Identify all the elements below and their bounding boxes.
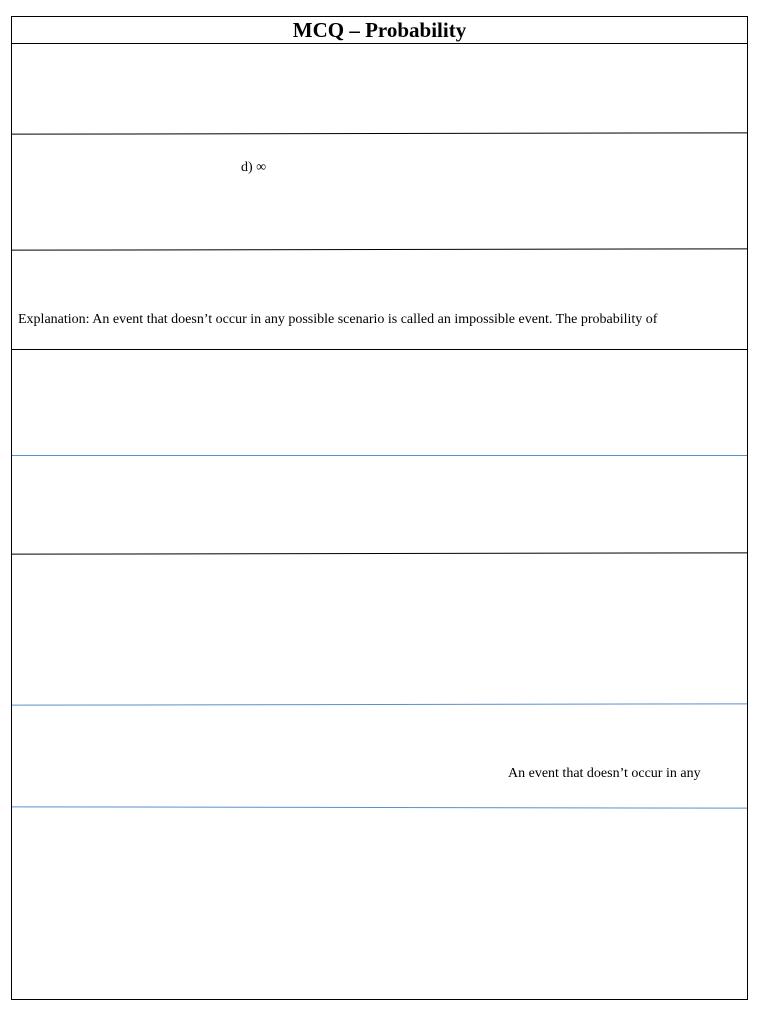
- divider-line: [12, 132, 747, 134]
- explanation-fragment: An event that doesn’t occur in any: [508, 766, 701, 781]
- explanation-text: Explanation: An event that doesn’t occur in any possible scenario is called an impossible event. The probability of: [18, 312, 658, 327]
- divider-line: [12, 806, 747, 808]
- divider-line: [12, 552, 747, 554]
- worksheet-page: [11, 16, 748, 1000]
- divider-line: [12, 455, 747, 456]
- divider-line: [12, 703, 747, 705]
- divider-line: [12, 248, 747, 250]
- page-title: MCQ – Probability: [12, 17, 747, 44]
- option-d: d) ∞: [241, 160, 267, 175]
- divider-line: [12, 349, 747, 350]
